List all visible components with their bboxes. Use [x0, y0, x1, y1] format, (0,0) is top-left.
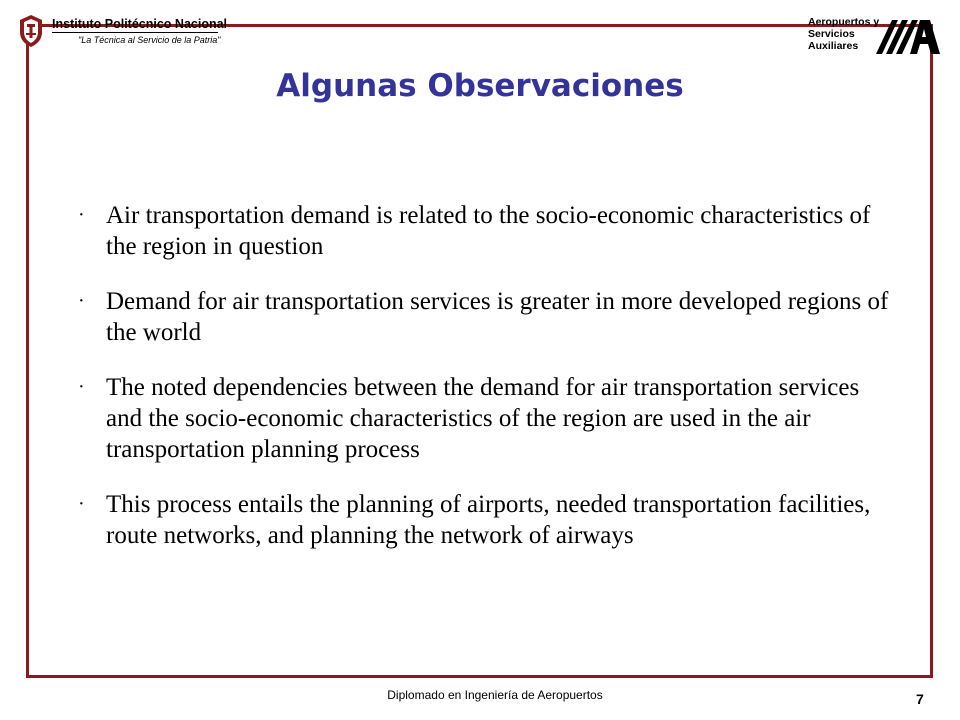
- list-item: [78, 286, 898, 348]
- bullet-text: The noted dependencies between the demand for air transportation services and the socio-economic characteristics of the region are used in the air transportation planning process: [106, 374, 860, 463]
- institution-divider: [52, 32, 218, 33]
- ipn-seal-icon: [18, 14, 44, 48]
- bullet-dot: ·: [78, 493, 85, 515]
- bullet-dot: ·: [78, 376, 85, 398]
- page-number: 7: [916, 691, 924, 707]
- footer-course: Diplomado en Ingeniería de Aeropuertos: [387, 688, 603, 702]
- bullet-text: Air transportation demand is related to the socio-economic characteristics of the region in question: [106, 202, 871, 260]
- bullet-text: Demand for air transportation services is greater in more developed regions of the world: [106, 288, 889, 346]
- list-item: [78, 200, 898, 262]
- department-name: [808, 16, 879, 52]
- department-line: Auxiliares: [808, 40, 859, 52]
- department-line: Aeropuertos y: [808, 16, 880, 28]
- institution-motto: "La Técnica al Servicio de la Patria": [78, 35, 221, 45]
- institution-name: Instituto Politécnico Nacional: [52, 17, 228, 31]
- bullet-dot: ·: [78, 204, 85, 226]
- list-item: [78, 489, 898, 551]
- asa-logo: [808, 16, 942, 60]
- department-line: Servicios: [808, 28, 855, 40]
- list-item: [78, 372, 898, 465]
- bullet-list: [78, 200, 898, 551]
- bullet-text: This process entails the planning of airports, needed transportation facilities, route networks, and planning the network of airways: [106, 491, 871, 549]
- ipn-logo: [18, 14, 228, 50]
- bullet-dot: ·: [78, 290, 85, 312]
- asa-logo-icon: [876, 20, 940, 54]
- slide-title: Algunas Observaciones: [276, 68, 684, 104]
